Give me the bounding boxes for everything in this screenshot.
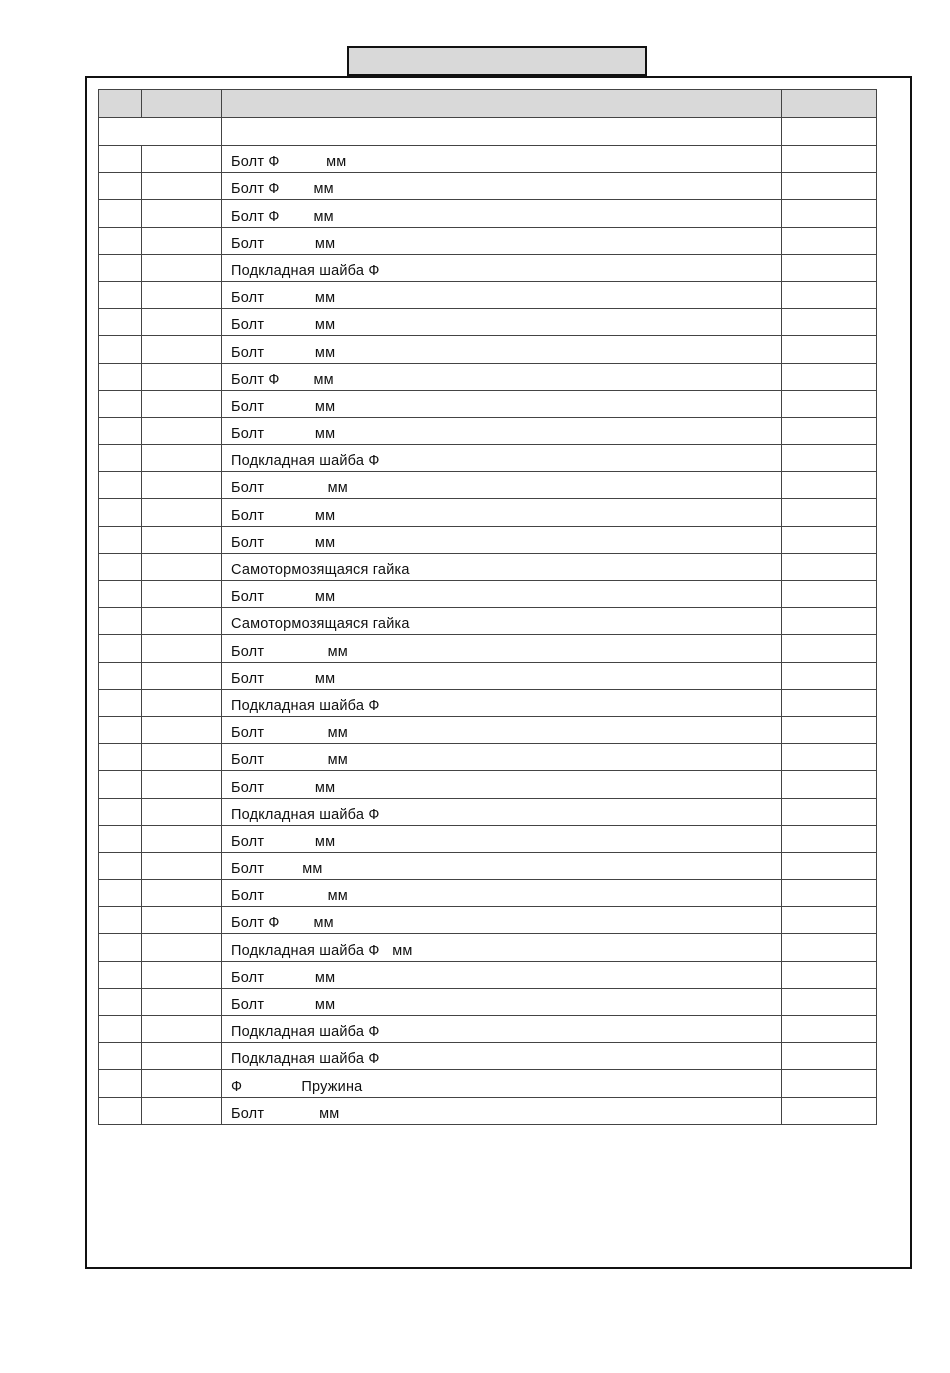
row-description-text: Болт мм	[231, 398, 336, 415]
row-code-cell	[142, 1070, 222, 1097]
row-code-cell	[142, 553, 222, 580]
row-number-cell	[99, 608, 142, 635]
row-description-cell	[222, 1043, 782, 1070]
row-number-cell	[99, 146, 142, 173]
row-quantity-cell	[782, 961, 877, 988]
row-code-cell	[142, 825, 222, 852]
row-code-cell	[142, 907, 222, 934]
group-description-cell	[222, 118, 782, 146]
row-number-cell	[99, 662, 142, 689]
row-description-cell	[222, 472, 782, 499]
table-row	[99, 907, 877, 934]
row-number-cell	[99, 798, 142, 825]
table-row	[99, 472, 877, 499]
row-description-cell	[222, 798, 782, 825]
row-description-text: Болт мм	[231, 426, 336, 443]
row-code-cell	[142, 716, 222, 743]
row-description-text: Болт Ф мм	[231, 181, 334, 198]
row-quantity-cell	[782, 526, 877, 553]
row-description-text: Болт мм	[231, 534, 336, 551]
row-description-text: Болт мм	[231, 507, 336, 524]
row-description-cell	[222, 363, 782, 390]
table-row	[99, 200, 877, 227]
table-header-row	[99, 90, 877, 118]
table-group-row	[99, 118, 877, 146]
row-description-text: Болт мм	[231, 725, 348, 742]
row-description-cell	[222, 227, 782, 254]
table-row	[99, 254, 877, 281]
row-quantity-cell	[782, 445, 877, 472]
row-number-cell	[99, 907, 142, 934]
table-row	[99, 825, 877, 852]
row-code-cell	[142, 227, 222, 254]
row-description-text: Болт мм	[231, 888, 348, 905]
row-code-cell	[142, 635, 222, 662]
row-number-cell	[99, 499, 142, 526]
row-description-cell	[222, 281, 782, 308]
row-number-cell	[99, 390, 142, 417]
row-code-cell	[142, 581, 222, 608]
row-description-cell	[222, 716, 782, 743]
table-row	[99, 662, 877, 689]
row-description-cell	[222, 608, 782, 635]
row-code-cell	[142, 961, 222, 988]
row-code-cell	[142, 1043, 222, 1070]
row-code-cell	[142, 771, 222, 798]
table-row	[99, 1043, 877, 1070]
title-box	[347, 46, 647, 76]
row-description-cell	[222, 689, 782, 716]
row-quantity-cell	[782, 608, 877, 635]
row-description-cell	[222, 390, 782, 417]
table-row	[99, 146, 877, 173]
row-number-cell	[99, 445, 142, 472]
table-row	[99, 173, 877, 200]
row-number-cell	[99, 1070, 142, 1097]
row-code-cell	[142, 472, 222, 499]
row-code-cell	[142, 200, 222, 227]
table-row	[99, 445, 877, 472]
table-row	[99, 1016, 877, 1043]
row-number-cell	[99, 363, 142, 390]
row-quantity-cell	[782, 988, 877, 1015]
row-quantity-cell	[782, 309, 877, 336]
table-row	[99, 1097, 877, 1124]
row-quantity-cell	[782, 336, 877, 363]
row-quantity-cell	[782, 1043, 877, 1070]
row-description-text: Подкладная шайба Ф	[231, 1024, 380, 1041]
row-description-text: Подкладная шайба Ф	[231, 806, 380, 823]
row-description-cell	[222, 771, 782, 798]
row-description-text: Подкладная шайба Ф	[231, 1051, 380, 1068]
row-quantity-cell	[782, 200, 877, 227]
row-number-cell	[99, 689, 142, 716]
table-row	[99, 227, 877, 254]
row-description-text: Ф Пружина	[231, 1078, 363, 1095]
table-row	[99, 988, 877, 1015]
row-description-cell	[222, 200, 782, 227]
table-row	[99, 499, 877, 526]
row-number-cell	[99, 254, 142, 281]
row-description-cell	[222, 581, 782, 608]
row-description-text: Болт мм	[231, 997, 336, 1013]
row-code-cell	[142, 445, 222, 472]
row-quantity-cell	[782, 798, 877, 825]
row-description-cell	[222, 988, 782, 1015]
row-code-cell	[142, 417, 222, 444]
row-description-cell	[222, 336, 782, 363]
row-number-cell	[99, 852, 142, 879]
row-description-text: Подкладная шайба Ф мм	[231, 942, 413, 959]
table-row	[99, 635, 877, 662]
row-quantity-cell	[782, 716, 877, 743]
row-number-cell	[99, 934, 142, 961]
row-code-cell	[142, 363, 222, 390]
row-description-text: Болт мм	[231, 1105, 340, 1122]
row-code-cell	[142, 798, 222, 825]
row-number-cell	[99, 173, 142, 200]
table-row	[99, 608, 877, 635]
row-description-text: Подкладная шайба Ф	[231, 453, 380, 470]
table-row	[99, 417, 877, 444]
row-code-cell	[142, 852, 222, 879]
row-number-cell	[99, 281, 142, 308]
table-row	[99, 526, 877, 553]
table-row	[99, 581, 877, 608]
row-description-cell	[222, 744, 782, 771]
row-quantity-cell	[782, 744, 877, 771]
row-description-cell	[222, 445, 782, 472]
row-description-text: Болт мм	[231, 480, 348, 497]
table-row	[99, 852, 877, 879]
row-description-cell	[222, 553, 782, 580]
table-row	[99, 336, 877, 363]
row-quantity-cell	[782, 934, 877, 961]
row-code-cell	[142, 309, 222, 336]
row-quantity-cell	[782, 146, 877, 173]
row-quantity-cell	[782, 227, 877, 254]
row-number-cell	[99, 336, 142, 363]
row-code-cell	[142, 526, 222, 553]
row-number-cell	[99, 526, 142, 553]
row-code-cell	[142, 608, 222, 635]
row-description-cell	[222, 499, 782, 526]
row-code-cell	[142, 1097, 222, 1124]
row-description-text: Болт мм	[231, 752, 348, 769]
row-code-cell	[142, 1016, 222, 1043]
header-cell-code	[142, 90, 222, 118]
row-code-cell	[142, 254, 222, 281]
row-code-cell	[142, 281, 222, 308]
row-description-text: Подкладная шайба Ф	[231, 697, 380, 714]
row-number-cell	[99, 581, 142, 608]
row-number-cell	[99, 417, 142, 444]
row-code-cell	[142, 880, 222, 907]
row-quantity-cell	[782, 472, 877, 499]
row-quantity-cell	[782, 581, 877, 608]
table-row	[99, 934, 877, 961]
table-row	[99, 1070, 877, 1097]
row-quantity-cell	[782, 173, 877, 200]
row-number-cell	[99, 961, 142, 988]
row-number-cell	[99, 635, 142, 662]
row-description-text: Болт мм	[231, 290, 336, 307]
row-description-cell	[222, 173, 782, 200]
row-code-cell	[142, 744, 222, 771]
row-description-text: Болт мм	[231, 670, 336, 687]
row-code-cell	[142, 662, 222, 689]
row-description-text: Подкладная шайба Ф	[231, 262, 380, 279]
row-number-cell	[99, 771, 142, 798]
header-cell-number	[99, 90, 142, 118]
table-row	[99, 553, 877, 580]
row-description-text: Самотормозящаяся гайка	[231, 562, 410, 578]
row-description-cell	[222, 309, 782, 336]
row-description-cell	[222, 146, 782, 173]
row-quantity-cell	[782, 499, 877, 526]
table-row	[99, 390, 877, 417]
row-description-text: Болт мм	[231, 969, 336, 986]
group-label-cell	[99, 118, 222, 146]
row-code-cell	[142, 499, 222, 526]
row-description-cell	[222, 852, 782, 879]
row-description-text: Болт мм	[231, 861, 323, 878]
row-number-cell	[99, 744, 142, 771]
table-row	[99, 880, 877, 907]
header-cell-quantity	[782, 90, 877, 118]
row-quantity-cell	[782, 907, 877, 934]
row-description-cell	[222, 662, 782, 689]
row-code-cell	[142, 689, 222, 716]
row-quantity-cell	[782, 880, 877, 907]
row-quantity-cell	[782, 390, 877, 417]
table-row	[99, 771, 877, 798]
row-code-cell	[142, 173, 222, 200]
row-description-cell	[222, 934, 782, 961]
row-quantity-cell	[782, 254, 877, 281]
row-number-cell	[99, 716, 142, 743]
table-row	[99, 309, 877, 336]
row-quantity-cell	[782, 1097, 877, 1124]
header-cell-description	[222, 90, 782, 118]
row-quantity-cell	[782, 553, 877, 580]
row-quantity-cell	[782, 417, 877, 444]
row-description-text: Болт мм	[231, 833, 336, 850]
row-quantity-cell	[782, 281, 877, 308]
row-description-cell	[222, 825, 782, 852]
row-quantity-cell	[782, 689, 877, 716]
row-code-cell	[142, 988, 222, 1015]
row-description-text: Болт Ф мм	[231, 154, 347, 171]
table-row	[99, 716, 877, 743]
table-row	[99, 744, 877, 771]
row-quantity-cell	[782, 852, 877, 879]
row-description-text: Болт Ф мм	[231, 208, 334, 225]
row-description-cell	[222, 1016, 782, 1043]
row-description-text: Болт мм	[231, 779, 336, 796]
row-description-cell	[222, 907, 782, 934]
row-quantity-cell	[782, 771, 877, 798]
row-description-cell	[222, 254, 782, 281]
row-description-cell	[222, 417, 782, 444]
row-number-cell	[99, 472, 142, 499]
row-number-cell	[99, 1097, 142, 1124]
table-row	[99, 281, 877, 308]
row-description-text: Болт мм	[231, 344, 336, 361]
row-description-text: Болт мм	[231, 235, 336, 252]
row-number-cell	[99, 1043, 142, 1070]
row-description-text: Болт мм	[231, 643, 348, 660]
row-code-cell	[142, 390, 222, 417]
row-code-cell	[142, 146, 222, 173]
row-description-cell	[222, 635, 782, 662]
row-description-text: Болт мм	[231, 589, 336, 606]
row-quantity-cell	[782, 363, 877, 390]
row-quantity-cell	[782, 825, 877, 852]
table-row	[99, 363, 877, 390]
row-code-cell	[142, 934, 222, 961]
group-quantity-cell	[782, 118, 877, 146]
row-quantity-cell	[782, 662, 877, 689]
row-description-cell	[222, 1070, 782, 1097]
table-row	[99, 798, 877, 825]
row-number-cell	[99, 825, 142, 852]
row-number-cell	[99, 200, 142, 227]
row-quantity-cell	[782, 1070, 877, 1097]
row-description-cell	[222, 526, 782, 553]
table-row	[99, 961, 877, 988]
row-description-text: Болт мм	[231, 317, 336, 334]
row-number-cell	[99, 880, 142, 907]
row-description-text: Болт Ф мм	[231, 371, 334, 388]
row-number-cell	[99, 988, 142, 1015]
table-row	[99, 689, 877, 716]
row-number-cell	[99, 309, 142, 336]
row-description-text: Болт Ф мм	[231, 915, 334, 932]
row-description-cell	[222, 961, 782, 988]
row-quantity-cell	[782, 635, 877, 662]
row-quantity-cell	[782, 1016, 877, 1043]
row-description-cell	[222, 1097, 782, 1124]
row-number-cell	[99, 553, 142, 580]
row-number-cell	[99, 1016, 142, 1043]
parts-table	[98, 89, 877, 1125]
row-description-cell	[222, 880, 782, 907]
row-description-text: Самотормозящаяся гайка	[231, 616, 410, 633]
row-number-cell	[99, 227, 142, 254]
row-code-cell	[142, 336, 222, 363]
